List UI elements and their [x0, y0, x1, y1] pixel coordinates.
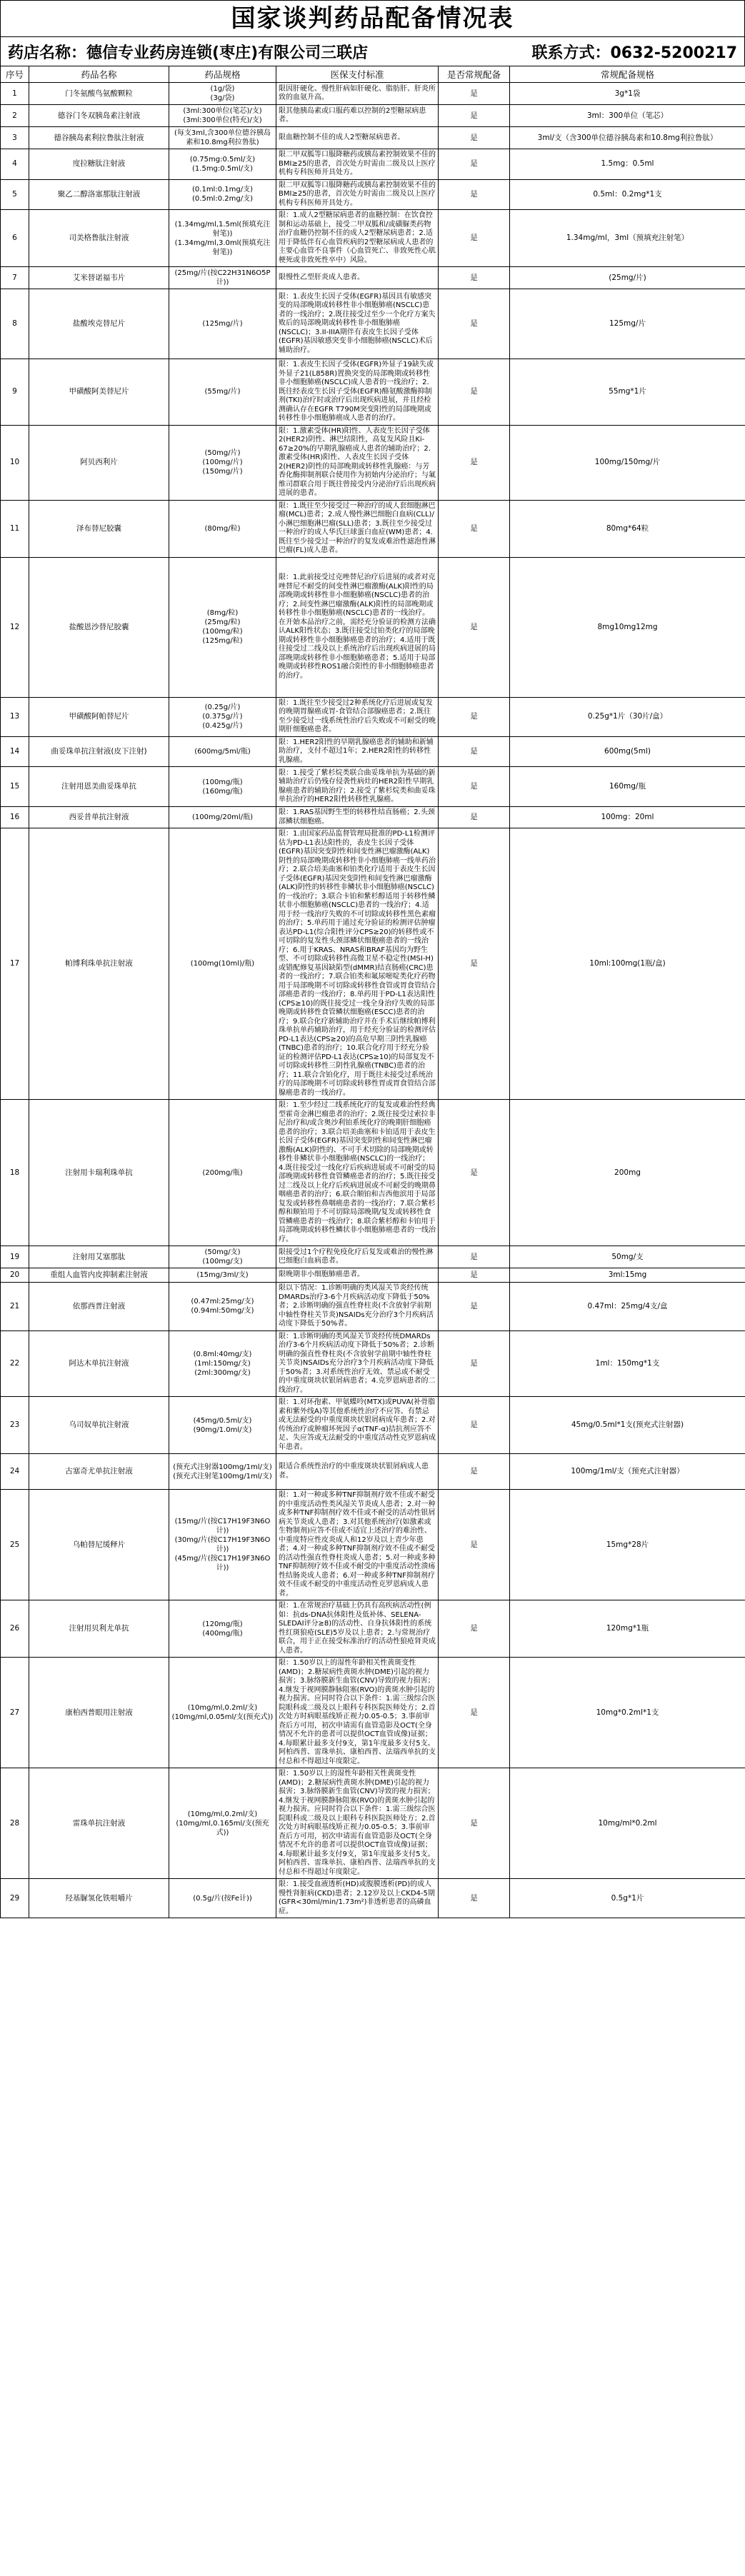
cell-no: 10: [1, 425, 29, 500]
cell-config-spec: 50mg/支: [510, 1246, 745, 1268]
cell-configured: 是: [439, 767, 510, 807]
cell-scope: 限：1.成人2型糖尿病患者的血糖控制：在饮食控制和运动基础上，接受二甲双胍和/或磺脲类药物治疗血糖仍控制不佳的成人2型糖尿病患者；2.适用于降低伴有心血管疾病的2型糖尿病成人患者的主要心血管不良事件（心血管死亡、非致死性心肌梗死或非致死性卒中）风险。: [276, 210, 439, 267]
table-row: [1, 736, 745, 767]
cell-scope: 限血糖控制不佳的成人2型糖尿病患者。: [276, 127, 439, 149]
table-row: [1, 557, 745, 697]
cell-no: 5: [1, 179, 29, 210]
cell-spec: (80mg/粒): [169, 500, 276, 557]
table-row: [1, 267, 745, 289]
cell-no: 11: [1, 500, 29, 557]
column-header-cond: 是否常规配备: [439, 66, 510, 83]
cell-drug-name: 注射用恩美曲妥珠单抗: [29, 767, 169, 807]
table-row: [1, 1600, 745, 1658]
cell-spec: (100mg(10ml)/瓶): [169, 828, 276, 1100]
cell-scope: 限：1.HER2阳性的早期乳腺癌患者的辅助和新辅助治疗，支付不超过1年；2.HER2阳性的转移性乳腺癌。: [276, 736, 439, 767]
cell-configured: 是: [439, 828, 510, 1100]
cell-spec: (0.8ml:40mg/支) (1ml:150mg/支) (2ml:300mg/支): [169, 1330, 276, 1397]
cell-scope: 限：1.接受血液透析(HD)或腹膜透析(PD)的成人慢性肾脏病(CKD)患者；2.12岁及以上CKD4-5期(GFR<30ml/min/1.73m²)非透析患者的高磷血症。: [276, 1879, 439, 1918]
cell-configured: 是: [439, 1879, 510, 1918]
table-row: [1, 289, 745, 359]
cell-config-spec: 1.34mg/ml，3ml（预填充注射笔）: [510, 210, 745, 267]
column-header-note: 常规配备规格: [510, 66, 745, 83]
cell-no: 16: [1, 807, 29, 828]
cell-configured: 是: [439, 1283, 510, 1331]
cell-scope: 限适合系统性治疗的中重度斑块状银屑病成人患者。: [276, 1454, 439, 1490]
cell-no: 9: [1, 359, 29, 426]
cell-scope: 限二甲双胍等口服降糖药或胰岛素控制效果不佳的BMI≥25的患者，首次处方时需由二级及以上医疗机构专科医师开具处方。: [276, 149, 439, 180]
cell-config-spec: 8mg10mg12mg: [510, 557, 745, 697]
cell-drug-name: 艾米替诺福韦片: [29, 267, 169, 289]
cell-configured: 是: [439, 359, 510, 426]
cell-drug-name: 乌帕替尼缓释片: [29, 1490, 169, 1600]
cell-no: 27: [1, 1658, 29, 1768]
cell-drug-name: 羟基脲氢化铁咀嚼片: [29, 1879, 169, 1918]
cell-configured: 是: [439, 1768, 510, 1879]
cell-drug-name: 阿达木单抗注射液: [29, 1330, 169, 1397]
cell-configured: 是: [439, 1454, 510, 1490]
cell-drug-name: 盐酸恩沙替尼胶囊: [29, 557, 169, 697]
cell-config-spec: 100mg/150mg/片: [510, 425, 745, 500]
cell-configured: 是: [439, 1100, 510, 1246]
cell-scope: 限：1.RAS基因野生型的转移性结直肠癌；2.头颈部鳞状细胞癌。: [276, 807, 439, 828]
column-header-name: 药品名称: [29, 66, 169, 83]
cell-configured: 是: [439, 149, 510, 180]
cell-scope: 限因肝硬化、慢性肝病如肝硬化、脂肪肝、肝炎所致的血氨升高。: [276, 83, 439, 105]
table-row: [1, 1490, 745, 1600]
cell-scope: 限：1.至少经过二线系统化疗的复发或难治性经典型霍奇金淋巴瘤患者的治疗；2.既往接受过索拉非尼治疗和/或含奥沙利铂系统化疗的晚期肝细胞癌患者的治疗；3.联合培美曲塞和卡铂适用于表皮生长因子受体(EGFR)基因突变阴性和间变性淋巴瘤激酶(ALK)阴性的、不可手术切除的局部晚期或转移性非鳞状非小细胞肺癌(NSCLC)的一线治疗；4.既往接受过一线化疗后疾病进展或不可耐受的局部晚期或转移性食管鳞癌患者的治疗；5.既往接受过二线及以上化疗后疾病进展或不可耐受的晚期鼻咽癌患者的治疗；6.联合顺铂和吉西他滨用于局部复发或转移性鼻咽癌患者的一线治疗；7.联合紫杉醇和顺铂用于不可切除局部晚期/复发或转移性食管鳞癌患者的一线治疗；8.联合紫杉醇和卡铂用于局部晚期或转移性鳞状非小细胞肺癌患者的一线治疗。: [276, 1100, 439, 1246]
cell-scope: 限其他胰岛素或口服药难以控制的2型糖尿病患者。: [276, 105, 439, 127]
cell-spec: (50mg/支) (100mg/支): [169, 1246, 276, 1268]
cell-spec: (0.47ml:25mg/支) (0.94ml:50mg/支): [169, 1283, 276, 1331]
cell-spec: (15mg/片(按C17H19F3N6O计)) (30mg/片(按C17H19F3N6O计)) (45mg/片(按C17H19F3N6O计)): [169, 1490, 276, 1600]
cell-spec: (25mg/片(按C22H31N6O5P计)): [169, 267, 276, 289]
drug-table: [0, 66, 745, 1918]
cell-scope: 限：1.表皮生长因子受体(EGFR)外显子19缺失或外显子21(L858R)置换突变的局部晚期或转移性非小细胞肺癌(NSCLC)成人患者的一线治疗；2.既往经表皮生长因子受体(EGFR)酪氨酸激酶抑制剂(TKI)治疗时或治疗后出现疾病进展，并且经检测确认存在EGFR T790M突变阳性的局部晚期或转移性非小细胞肺癌成人患者的治疗。: [276, 359, 439, 426]
cell-config-spec: 45mg/0.5ml*1支(预充式注射器): [510, 1397, 745, 1454]
table-row: [1, 1454, 745, 1490]
table-header-row: [1, 66, 745, 83]
cell-drug-name: 甲磺酸阿美替尼片: [29, 359, 169, 426]
cell-spec: (8mg/粒) (25mg/粒) (100mg/粒) (125mg/粒): [169, 557, 276, 697]
cell-configured: 是: [439, 1490, 510, 1600]
cell-no: 14: [1, 736, 29, 767]
cell-no: 24: [1, 1454, 29, 1490]
cell-configured: 是: [439, 127, 510, 149]
cell-configured: 是: [439, 1330, 510, 1397]
table-row: [1, 767, 745, 807]
cell-config-spec: 100mg/1ml/支（预充式注射器）: [510, 1454, 745, 1490]
cell-spec: (0.75mg:0.5ml/支) (1.5mg:0.5ml/支): [169, 149, 276, 180]
cell-spec: (45mg/0.5ml/支) (90mg/1.0ml/支): [169, 1397, 276, 1454]
column-header-no: 序号: [1, 66, 29, 83]
table-row: [1, 500, 745, 557]
table-row: [1, 697, 745, 736]
cell-no: 12: [1, 557, 29, 697]
table-row: [1, 425, 745, 500]
cell-spec: (100mg/瓶) (160mg/瓶): [169, 767, 276, 807]
cell-config-spec: 0.5g*1片: [510, 1879, 745, 1918]
table-row: [1, 210, 745, 267]
cell-config-spec: 3ml：300单位（笔芯）: [510, 105, 745, 127]
column-header-spec: 药品规格: [169, 66, 276, 83]
table-row: [1, 1879, 745, 1918]
store-info-bar: [0, 36, 745, 66]
cell-drug-name: 德谷胰岛素利拉鲁肽注射液: [29, 127, 169, 149]
cell-configured: 是: [439, 736, 510, 767]
cell-scope: 限：1.激素受体(HR)阳性、人表皮生长因子受体2(HER2)阴性、淋巴结阳性，高复发风险且Ki-67≥20%的早期乳腺癌成人患者的辅助治疗；2.激素受体(HR)阳性、人表皮生长因子受体2(HER2)阴性的局部晚期或转移性乳腺癌：与芳香化酶抑制剂联合使用作为初始内分泌治疗；与氟维司群联合用于既往曾接受内分泌治疗后出现疾病进展的患者。: [276, 425, 439, 500]
cell-drug-name: 甲磺酸阿帕替尼片: [29, 697, 169, 736]
cell-spec: (200mg/瓶): [169, 1100, 276, 1246]
cell-no: 28: [1, 1768, 29, 1879]
cell-spec: (100mg/20ml/瓶): [169, 807, 276, 828]
cell-no: 21: [1, 1283, 29, 1331]
cell-spec: (1g/袋) (3g/袋): [169, 83, 276, 105]
cell-spec: (125mg/片): [169, 289, 276, 359]
cell-spec: (55mg/片): [169, 359, 276, 426]
cell-config-spec: 3g*1袋: [510, 83, 745, 105]
cell-config-spec: 125mg/片: [510, 289, 745, 359]
contact-value: 0632-5200217: [610, 44, 737, 62]
cell-drug-name: 重组人血管内皮抑制素注射液: [29, 1268, 169, 1283]
table-row: [1, 1283, 745, 1331]
cell-no: 13: [1, 697, 29, 736]
cell-spec: (0.5g/片(按Fe计)): [169, 1879, 276, 1918]
cell-configured: 是: [439, 83, 510, 105]
cell-configured: 是: [439, 425, 510, 500]
cell-configured: 是: [439, 289, 510, 359]
table-row: [1, 1768, 745, 1879]
cell-spec: (0.25g/片) (0.375g/片) (0.425g/片): [169, 697, 276, 736]
cell-no: 6: [1, 210, 29, 267]
cell-config-spec: 120mg*1瓶: [510, 1600, 745, 1658]
cell-configured: 是: [439, 267, 510, 289]
cell-config-spec: 3ml:15mg: [510, 1268, 745, 1283]
cell-scope: 限以下情况：1.诊断明确的类风湿关节炎经传统DMARDs治疗3-6个月疾病活动度下降低于50%者；2.诊断明确的强直性脊柱炎(不含放射学前期中轴性脊柱关节炎)NSAIDs充分治疗3个月疾病活动度下降低于50%者。: [276, 1283, 439, 1331]
table-row: [1, 1246, 745, 1268]
cell-config-spec: 100mg：20ml: [510, 807, 745, 828]
cell-configured: 是: [439, 1268, 510, 1283]
cell-no: 29: [1, 1879, 29, 1918]
cell-scope: 限：1.50岁以上的湿性年龄相关性黄斑变性(AMD)；2.糖尿病性黄斑水肿(DME)引起的视力损害；3.脉络膜新生血管(CNV)导致的视力损害；4.继发于视网膜静脉阻塞(RVO)的黄斑水肿引起的视力损害。应同时符合以下条件：1.需三级综合医院眼科或二级及以上眼科专科医院医师处方；2.首次处方时病眼基线矫正视力0.05-0.5；3.事前审查后方可用，初次申请需有血管造影及OCT(全身情况不允许的患者可以提供OCT血管成像)证据；4.每眼累计最多支付9支，第1年度最多支付5支。阿柏西普、雷珠单抗、康柏西普、法瑞西单抗的支付总和不得超过年度限定。: [276, 1658, 439, 1768]
cell-no: 7: [1, 267, 29, 289]
cell-drug-name: 注射用艾塞那肽: [29, 1246, 169, 1268]
cell-drug-name: 雷珠单抗注射液: [29, 1768, 169, 1879]
cell-scope: 限：1.诊断明确的类风湿关节炎经传统DMARDs治疗3-6个月疾病活动度下降低于50%者；2.诊断明确的强直性脊柱炎(不含放射学前期中轴性脊柱关节炎)NSAIDs充分治疗3个月疾病活动度下降低于50%者；3.对系统性治疗无效、禁忌或不耐受的中重度斑块状银屑病患者；4.克罗恩病患者的二线治疗。: [276, 1330, 439, 1397]
table-row: [1, 149, 745, 180]
cell-config-spec: 600mg(5ml): [510, 736, 745, 767]
table-row: [1, 1268, 745, 1283]
cell-scope: 限：1.既往至少接受过一种治疗的成人套细胞淋巴瘤(MCL)患者；2.成人慢性淋巴细胞白血病(CLL)/小淋巴细胞淋巴瘤(SLL)患者；3.既往至少接受过一种治疗的成人华氏巨球蛋白血症(WM)患者；4.既往至少接受过一种治疗的复发或难治性滤泡性淋巴瘤(FL)成人患者。: [276, 500, 439, 557]
table-row: [1, 1100, 745, 1246]
cell-drug-name: 西妥昔单抗注射液: [29, 807, 169, 828]
table-row: [1, 1397, 745, 1454]
cell-config-spec: 80mg*64粒: [510, 500, 745, 557]
cell-config-spec: 10ml:100mg(1瓶/盒): [510, 828, 745, 1100]
cell-no: 1: [1, 83, 29, 105]
cell-no: 17: [1, 828, 29, 1100]
cell-drug-name: 聚乙二醇洛塞那肽注射液: [29, 179, 169, 210]
cell-no: 26: [1, 1600, 29, 1658]
cell-scope: 限：1.此前接受过克唑替尼治疗后进展的或者对克唑替尼不耐受的间变性淋巴瘤激酶(ALK)阳性的局部晚期或转移性非小细胞肺癌(NSCLC)患者的治疗；2.间变性淋巴瘤激酶(ALK)阳性的局部晚期或转移性非小细胞肺癌(NSCLC)患者的一线治疗。在开始本品治疗之前，需经充分验证的检测方法确认ALK阳性状态；3.既往接受过铂类化疗的局部晚期或转移性非小细胞肺癌患者的治疗；4.适用于既往接受过二线及以上系统治疗后出现疾病进展的局部晚期或转移性非小细胞肺癌患者；5.适用于局部晚期或转移性ROS1融合阳性的非小细胞肺癌患者的治疗。: [276, 557, 439, 697]
cell-spec: (120mg/瓶) (400mg/瓶): [169, 1600, 276, 1658]
cell-config-spec: 160mg/瓶: [510, 767, 745, 807]
store-name: 德信专业药房连锁(枣庄)有限公司三联店: [86, 44, 369, 62]
page-title: 国家谈判药品配备情况表: [0, 0, 745, 36]
cell-spec: (10mg/ml,0.2ml/支) (10mg/ml,0.165ml/支(预充式)): [169, 1768, 276, 1879]
cell-no: 8: [1, 289, 29, 359]
table-row: [1, 828, 745, 1100]
cell-spec: (10mg/ml,0.2ml/支) (10mg/ml,0.05ml/支(预充式)): [169, 1658, 276, 1768]
cell-drug-name: 帕博利珠单抗注射液: [29, 828, 169, 1100]
cell-config-spec: 15mg*28片: [510, 1490, 745, 1600]
cell-spec: (每支3ml,含300单位德谷胰岛素和10.8mg利拉鲁肽): [169, 127, 276, 149]
cell-drug-name: 古塞奇尤单抗注射液: [29, 1454, 169, 1490]
cell-configured: 是: [439, 500, 510, 557]
cell-configured: 是: [439, 1246, 510, 1268]
cell-spec: (3ml:300单位(笔芯)/支) (3ml:300单位(特充)/支): [169, 105, 276, 127]
cell-configured: 是: [439, 557, 510, 697]
cell-scope: 限：1.接受了紫杉烷类联合曲妥珠单抗为基础的新辅助治疗后仍残存侵袭性病灶的HER2阳性早期乳腺癌患者的辅助治疗；2.接受了紫杉烷类和曲妥珠单抗治疗的HER2阳性转移性乳腺癌。: [276, 767, 439, 807]
cell-config-spec: (25mg/片): [510, 267, 745, 289]
table-row: [1, 127, 745, 149]
cell-spec: (预充式注射器100mg/1ml/支) (预充式注射笔100mg/1ml/支): [169, 1454, 276, 1490]
cell-spec: (1.34mg/ml,1.5ml(预填充注射笔)) (1.34mg/ml,3.0ml(预填充注射笔)): [169, 210, 276, 267]
cell-configured: 是: [439, 210, 510, 267]
cell-scope: 限：1.表皮生长因子受体(EGFR)基因具有敏感突变的局部晚期或转移性非小细胞肺癌(NSCLC)患者的一线治疗；2.既往接受过至少一个化疗方案失败后的局部晚期或转移性非小细胞肺癌(NSCLC)；3.II-IIIA期伴有表皮生长因子受体(EGFR)基因敏感突变非小细胞肺癌(NSCLC)术后辅助治疗。: [276, 289, 439, 359]
table-row: [1, 105, 745, 127]
cell-config-spec: 1.5mg：0.5ml: [510, 149, 745, 180]
contact-block: [531, 41, 737, 63]
table-row: [1, 1330, 745, 1397]
cell-no: 3: [1, 127, 29, 149]
cell-config-spec: 3ml/支（含300单位德谷胰岛素和10.8mg利拉鲁肽）: [510, 127, 745, 149]
store-label: 药店名称：: [8, 44, 87, 62]
cell-drug-name: 注射用卡瑞利珠单抗: [29, 1100, 169, 1246]
cell-drug-name: 注射用贝利尤单抗: [29, 1600, 169, 1658]
cell-drug-name: 司美格鲁肽注射液: [29, 210, 169, 267]
store-name-block: [8, 41, 368, 63]
cell-scope: 限：1.对一种或多种TNF抑制剂疗效不佳或不耐受的中重度活动性类风湿关节炎成人患者；2.对一种或多种TNF抑制剂疗效不佳或不耐受的活动性银屑病关节炎成人患者；3.对其他系统治疗(如激素或生物制剂)应答不佳或不适宜上述治疗的难治性、中重度特应性皮炎成人和12岁及以上青少年患者；4.对一种或多种TNF抑制剂疗效不佳或不耐受的活动性强直性脊柱炎成人患者；5.对一种或多种TNF抑制剂疗效不佳或不耐受的中重度活动性溃疡性结肠炎成人患者；6.对一种或多种TNF抑制剂疗效不佳或不耐受的中重度活动性克罗恩病成人患者。: [276, 1490, 439, 1600]
cell-no: 25: [1, 1490, 29, 1600]
cell-no: 19: [1, 1246, 29, 1268]
cell-drug-name: 康柏西普眼用注射液: [29, 1658, 169, 1768]
cell-no: 2: [1, 105, 29, 127]
cell-spec: (600mg/5ml/瓶): [169, 736, 276, 767]
cell-drug-name: 泽布替尼胶囊: [29, 500, 169, 557]
cell-no: 18: [1, 1100, 29, 1246]
cell-configured: 是: [439, 179, 510, 210]
cell-configured: 是: [439, 1397, 510, 1454]
cell-config-spec: 200mg: [510, 1100, 745, 1246]
cell-scope: 限接受过1个疗程免疫化疗后复发或难治的慢性淋巴细胞白血病患者。: [276, 1246, 439, 1268]
contact-label: 联系方式：: [531, 44, 611, 62]
table-row: [1, 807, 745, 828]
cell-spec: (0.1ml:0.1mg/支) (0.5ml:0.2mg/支): [169, 179, 276, 210]
table-row: [1, 1658, 745, 1768]
cell-no: 22: [1, 1330, 29, 1397]
cell-config-spec: 1ml：150mg*1支: [510, 1330, 745, 1397]
cell-scope: 限慢性乙型肝炎成人患者。: [276, 267, 439, 289]
table-row: [1, 359, 745, 426]
cell-drug-name: 德谷门冬双胰岛素注射液: [29, 105, 169, 127]
cell-drug-name: 度拉糖肽注射液: [29, 149, 169, 180]
cell-config-spec: 55mg*1片: [510, 359, 745, 426]
cell-no: 15: [1, 767, 29, 807]
cell-config-spec: 10mg*0.2ml*1支: [510, 1658, 745, 1768]
cell-configured: 是: [439, 697, 510, 736]
cell-drug-name: 盐酸埃克替尼片: [29, 289, 169, 359]
cell-config-spec: 0.47ml：25mg/4支/盒: [510, 1283, 745, 1331]
table-row: [1, 83, 745, 105]
cell-scope: 限：1.对环孢素、甲氨蝶呤(MTX)或PUVA(补骨脂素和紫外线A)等其他系统性治疗不应答、有禁忌或无法耐受的中重度斑块状银屑病成年患者；2.对传统治疗或肿瘤坏死因子α(TNF-α)拮抗剂应答不足、失应答或无法耐受的中重度活动性克罗恩病成年患者。: [276, 1397, 439, 1454]
cell-drug-name: 门冬氨酸鸟氨酸颗粒: [29, 83, 169, 105]
cell-no: 20: [1, 1268, 29, 1283]
cell-scope: 限：1.由国家药品监督管理局批准的PD-L1检测评估为PD-L1表达阳性的，表皮生长因子受体(EGFR)基因突变阴性和间变性淋巴瘤激酶(ALK)阴性的局部晚期或转移性非小细胞肺癌一线单药治疗；2.联合培美曲塞和铂类化疗适用于表皮生长因子受体(EGFR)基因突变阴性和间变性淋巴瘤激酶(ALK)阴性的转移性非鳞状非小细胞肺癌(NSCLC)的一线治疗；3.联合卡铂和紫杉醇适用于转移性鳞状非小细胞肺癌(NSCLC)患者的一线治疗；4.适用于经一线治疗失败的不可切除或转移性黑色素瘤的治疗；5.单药用于通过充分验证的检测评估肿瘤表达PD-L1(综合阳性评分CPS≥20)的转移性或不可切除的复发性头颈部鳞状细胞癌患者的一线治疗；6.用于KRAS、NRAS和BRAF基因均为野生型、不可切除或转移性高微卫星不稳定性(MSI-H)或错配修复基因缺陷型(dMMR)结直肠癌(CRC)患者的一线治疗；7.联合铂类和氟尿嘧啶类化疗药物用于局部晚期不可切除或转移性食管或胃食管结合部癌患者的一线治疗；8.单药用于PD-L1表达阳性(CPS≥10)的既往接受过一线全身治疗失败的局部晚期或转移性食管鳞状细胞癌(ESCC)患者的治疗；9.联合化疗新辅助治疗并在手术后继续帕博利珠单抗单药辅助治疗，用于经充分验证的检测评估PD-L1表达(CPS≥20)的高危早期三阴性乳腺癌(TNBC)患者的治疗；10.联合化疗用于经充分验证的检测评估PD-L1表达(CPS≥10)的局部复发不可切除或转移性三阴性乳腺癌(TNBC)患者的治疗；11.联合含铂化疗，用于既往未接受过系统治疗的局部晚期不可切除或转移性胃或胃食管结合部腺癌患者的一线治疗。: [276, 828, 439, 1100]
cell-configured: 是: [439, 1658, 510, 1768]
table-row: [1, 179, 745, 210]
cell-scope: 限：1.在常规治疗基础上仍具有高疾病活动性(例如：抗ds-DNA抗体阳性及低补体、SELENA-SLEDAI评分≥8)的活动性、自身抗体阳性的系统性红斑狼疮(SLE)5岁及以上患者；2.与常规治疗联合，用于正在接受标准治疗的活动性狼疮肾炎成人患者。: [276, 1600, 439, 1658]
cell-config-spec: 10mg/ml*0.2ml: [510, 1768, 745, 1879]
cell-scope: 限二甲双胍等口服降糖药或胰岛素控制效果不佳的BMI≥25的患者，首次处方时需由二级及以上医疗机构专科医师开具处方。: [276, 179, 439, 210]
cell-drug-name: 阿贝西利片: [29, 425, 169, 500]
cell-scope: 限晚期非小细胞肺癌患者。: [276, 1268, 439, 1283]
cell-drug-name: 曲妥珠单抗注射液(皮下注射): [29, 736, 169, 767]
cell-configured: 是: [439, 105, 510, 127]
cell-no: 4: [1, 149, 29, 180]
cell-config-spec: 0.5ml：0.2mg*1支: [510, 179, 745, 210]
cell-drug-name: 依那西普注射液: [29, 1283, 169, 1331]
cell-spec: (50mg/片) (100mg/片) (150mg/片): [169, 425, 276, 500]
cell-spec: (15mg/3ml/支): [169, 1268, 276, 1283]
cell-drug-name: 乌司奴单抗注射液: [29, 1397, 169, 1454]
cell-scope: 限：1.既往至少接受过2种系统化疗后进展或复发的晚期胃腺癌或胃-食管结合部腺癌患者；2.既往至少接受过一线系统性治疗后失败或不可耐受的晚期肝细胞癌患者。: [276, 697, 439, 736]
column-header-scope: 医保支付标准: [276, 66, 439, 83]
cell-scope: 限：1.50岁以上的湿性年龄相关性黄斑变性(AMD)；2.糖尿病性黄斑水肿(DME)引起的视力损害；3.脉络膜新生血管(CNV)导致的视力损害；4.继发于视网膜静脉阻塞(RVO)的黄斑水肿引起的视力损害。应同时符合以下条件：1.需三级综合医院眼科或二级及以上眼科专科医院医师处方；2.首次处方时病眼基线矫正视力0.05-0.5；3.事前审查后方可用，初次申请需有血管造影及OCT(全身情况不允许的患者可以提供OCT血管成像)证据；4.每眼累计最多支付9支，第1年度最多支付5支。阿柏西普、雷珠单抗、康柏西普、法瑞西单抗的支付总和不得超过年度限定。: [276, 1768, 439, 1879]
cell-configured: 是: [439, 807, 510, 828]
cell-no: 23: [1, 1397, 29, 1454]
cell-configured: 是: [439, 1600, 510, 1658]
cell-config-spec: 0.25g*1片（30片/盒）: [510, 697, 745, 736]
